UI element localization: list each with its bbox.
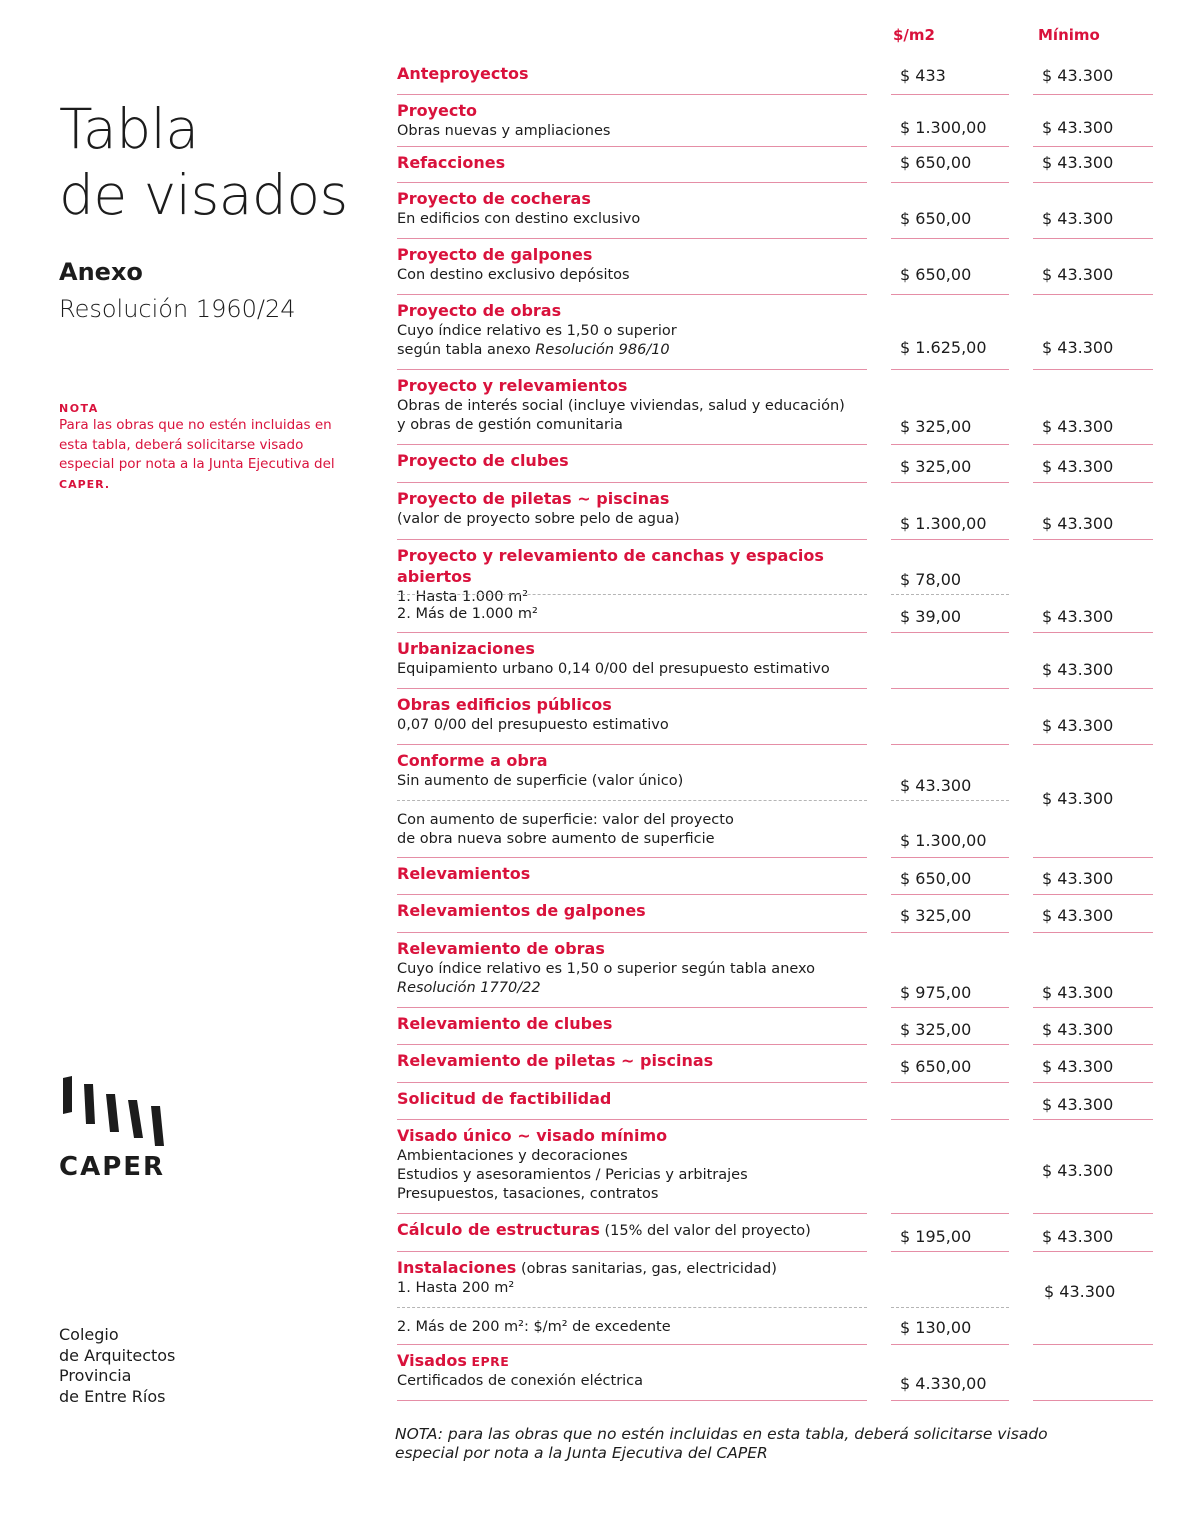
minimum-value: $ 43.300 [1042,983,1114,1002]
table-row [397,801,1153,858]
table-row [397,183,1153,239]
row-title: Proyecto y relevamientos [397,376,628,395]
row-subtitle: Cuyo índice relativo es 1,50 o superior según tabla anexo [397,961,816,977]
row-subtitle: y obras de gestión comunitaria [397,417,623,433]
per-m2-value: $ 4.330,00 [900,1374,987,1393]
bottom-note: NOTA: para las obras que no estén incluidas en esta tabla, deberá solicitarse visado especial por nota a la Junta Ejecutiva del CAPER [395,1425,1048,1462]
per-m2-value: $ 1.300,00 [900,831,987,850]
table-row [397,1308,1153,1345]
minimum-value: $ 43.300 [1042,417,1114,436]
row-title: Obras edificios públicos [397,695,612,714]
row-subtitle: 1. Hasta 1.000 m² [397,589,529,605]
minimum-value: $ 43.300 [1042,789,1114,808]
table-row [397,745,1153,808]
table-row [397,445,1153,483]
row-title: Urbanizaciones [397,639,535,658]
table-row [397,858,1153,895]
row-title: Relevamientos de galpones [397,901,646,920]
minimum-value: $ 43.300 [1042,1227,1114,1246]
per-m2-value: $ 39,00 [900,607,962,626]
institution-line: de Entre Ríos [59,1386,166,1406]
side-note [59,402,339,494]
per-m2-value: $ 325,00 [900,457,972,476]
row-subtitle: Obras de interés social (incluye viviendas, salud y educación) [397,398,845,414]
row-subtitle-italic: Resolución 986/10 [535,342,670,358]
per-m2-value: $ 975,00 [900,983,972,1002]
per-m2-value: $ 1.300,00 [900,118,987,137]
per-m2-value: $ 650,00 [900,1057,972,1076]
per-m2-value: $ 325,00 [900,906,972,925]
table-row [397,895,1153,933]
per-m2-value: $ 1.625,00 [900,338,987,357]
row-title: Relevamiento de clubes [397,1014,613,1033]
row-subtitle: Ambientaciones y decoraciones [397,1148,628,1164]
table-row [397,483,1153,540]
row-title: Proyecto de cocheras [397,189,591,208]
table-row [397,147,1153,183]
row-subtitle: Presupuestos, tasaciones, contratos [397,1186,659,1202]
row-title: Proyecto de clubes [397,451,569,470]
row-subtitle: Con destino exclusivo depósitos [397,267,630,283]
column-header-per-m2: $/m2 [893,26,935,44]
minimum-value: $ 43.300 [1042,1161,1114,1180]
per-m2-value: $ 650,00 [900,265,972,284]
row-title: Relevamientos [397,864,531,883]
minimum-value: $ 43.300 [1042,118,1114,137]
table-row [397,295,1153,370]
minimum-value: $ 43.300 [1042,338,1114,357]
row-title: Proyecto [397,101,478,120]
table-row [397,58,1153,95]
table-row [397,689,1153,745]
table-row [397,933,1153,1008]
row-subtitle: Con aumento de superficie: valor del proyecto [397,812,734,828]
minimum-value: $ 43.300 [1042,265,1114,284]
side-note-org: CAPER. [59,477,111,491]
subtitle: Anexo [59,258,143,286]
minimum-value: $ 43.300 [1042,906,1114,925]
per-m2-value: $ 433 [900,66,946,85]
table-row [397,1252,1153,1308]
caper-logo-mark-icon [58,1076,168,1148]
side-note-label: NOTA [59,402,99,415]
table-row [397,540,1153,605]
minimum-value: $ 43.300 [1042,1095,1114,1114]
minimum-value: $ 43.300 [1042,716,1114,735]
row-subtitle: de obra nueva sobre aumento de superficie [397,831,715,847]
row-title: Proyecto de galpones [397,245,593,264]
row-title: Solicitud de factibilidad [397,1089,612,1108]
table-row [397,1214,1153,1252]
table-row [397,370,1153,445]
row-subtitle: Obras nuevas y ampliaciones [397,123,611,139]
row-subtitle: 2. Más de 1.000 m² [397,606,538,622]
per-m2-value: $ 325,00 [900,1020,972,1039]
institution-line: de Arquitectos [59,1345,176,1365]
row-title: Visados [397,1351,467,1370]
row-title-caps: EPRE [471,1354,510,1369]
minimum-value: $ 43.300 [1042,209,1114,228]
minimum-value: $ 43.300 [1042,514,1114,533]
table-row [397,1345,1153,1401]
institution-name [59,1325,175,1407]
row-subtitle: Sin aumento de superficie (valor único) [397,773,684,789]
per-m2-value: $ 650,00 [900,153,972,172]
table-row [397,1008,1153,1045]
table-row [397,633,1153,689]
row-subtitle: Certificados de conexión eléctrica [397,1373,644,1389]
title-line-2: de visados [59,163,348,227]
row-subtitle: Cuyo índice relativo es 1,50 o superior [397,323,677,339]
minimum-value: $ 43.300 [1042,869,1114,888]
minimum-value: $ 43.300 [1042,1057,1114,1076]
row-title: Relevamiento de piletas ~ piscinas [397,1051,714,1070]
minimum-value: $ 43.300 [1044,1282,1116,1301]
institution-line: Provincia [59,1366,132,1385]
per-m2-value: $ 43.300 [900,776,972,795]
side-note-text: Para las obras que no estén incluidas en esta tabla, deberá solicitarse visado especial por nota a la Junta Ejecutiva del [59,417,335,472]
minimum-value: $ 43.300 [1042,660,1114,679]
per-m2-value: $ 325,00 [900,417,972,436]
row-title: Refacciones [397,153,506,172]
row-title: Proyecto de piletas ~ piscinas [397,489,670,508]
per-m2-value: $ 1.300,00 [900,514,987,533]
resolution: Resolución 1960/24 [59,295,296,323]
row-subtitle: (valor de proyecto sobre pelo de agua) [397,511,680,527]
per-m2-value: $ 78,00 [900,570,962,589]
table-row [397,1120,1153,1214]
row-subtitle-italic: Resolución 1770/22 [397,980,541,996]
row-subtitle: según tabla anexo [397,342,531,358]
row-title: Conforme a obra [397,751,548,770]
row-subtitle: 0,07 0/00 del presupuesto estimativo [397,717,669,733]
per-m2-value: $ 195,00 [900,1227,972,1246]
row-title: Relevamiento de obras [397,939,605,958]
table-row [397,1045,1153,1083]
table-row [397,595,1153,633]
row-title: Proyecto y relevamiento de canchas y espacios abiertos [397,546,824,586]
institution-line: Colegio [59,1325,119,1344]
table-row [397,95,1153,147]
row-subtitle: 2. Más de 200 m²: $/m² de excedente [397,1319,671,1335]
minimum-value: $ 43.300 [1042,607,1114,626]
per-m2-value: $ 650,00 [900,209,972,228]
row-subtitle: Estudios y asesoramientos / Pericias y arbitrajes [397,1167,748,1183]
column-header-minimum: Mínimo [1038,26,1100,44]
title-line-1: Tabla [59,97,199,161]
minimum-value: $ 43.300 [1042,153,1114,172]
row-title: Proyecto de obras [397,301,562,320]
page-title [59,96,348,228]
minimum-value: $ 43.300 [1042,457,1114,476]
row-title: Cálculo de estructuras [397,1220,600,1239]
caper-logo-text: CAPER [59,1152,166,1182]
row-title: Instalaciones [397,1258,517,1277]
row-subtitle: En edificios con destino exclusivo [397,211,641,227]
table-row [397,1083,1153,1120]
row-inline-note: (obras sanitarias, gas, electricidad) [520,1261,777,1277]
row-subtitle: 1. Hasta 200 m² [397,1280,515,1296]
row-title: Anteproyectos [397,64,529,83]
row-title: Visado único ~ visado mínimo [397,1126,668,1145]
minimum-value: $ 43.300 [1042,1020,1114,1039]
row-inline-note: (15% del valor del proyecto) [604,1223,811,1239]
table-row [397,239,1153,295]
minimum-value: $ 43.300 [1042,66,1114,85]
per-m2-value: $ 650,00 [900,869,972,888]
row-subtitle: Equipamiento urbano 0,14 0/00 del presupuesto estimativo [397,661,830,677]
per-m2-value: $ 130,00 [900,1318,972,1337]
